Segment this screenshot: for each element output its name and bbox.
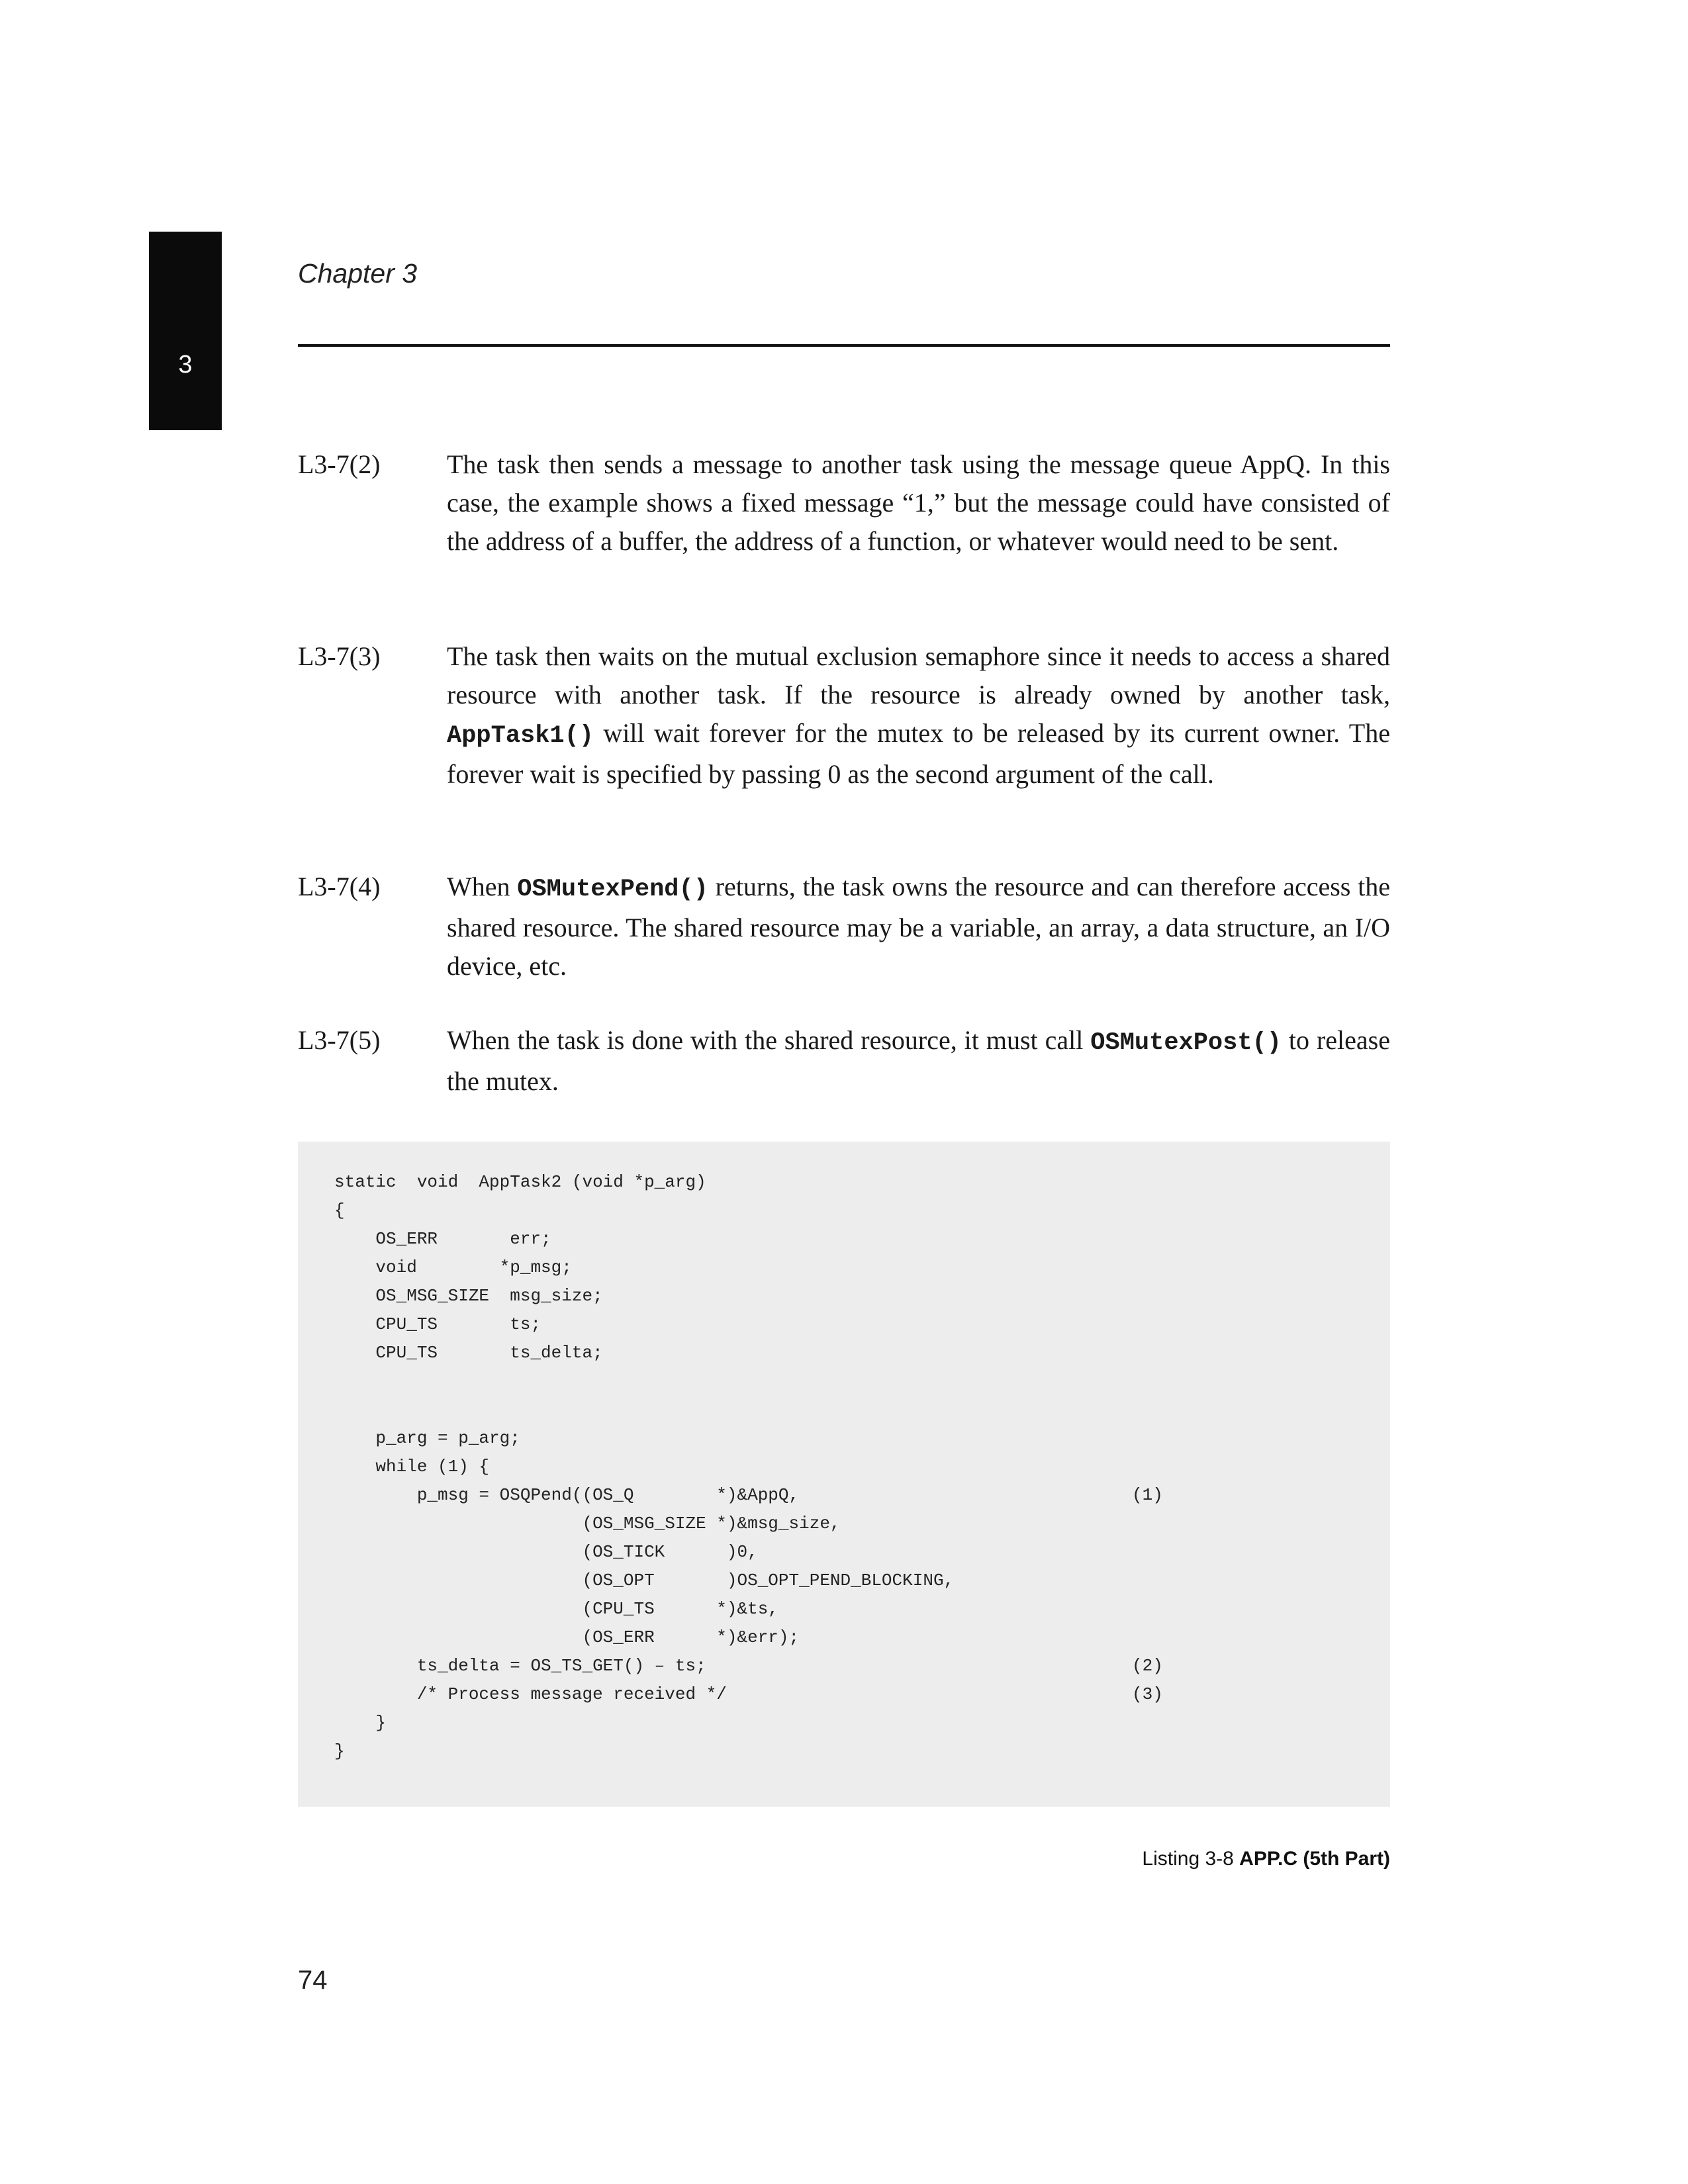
code-listing — [334, 1168, 954, 1766]
note-label: L3-7(4) — [298, 872, 381, 901]
note-text — [447, 637, 1390, 794]
note-text-segment: to release the mutex. — [447, 1025, 1390, 1096]
header-rule — [298, 344, 1390, 347]
code-line: CPU_TS ts_delta; — [334, 1343, 603, 1363]
listing-caption-title: APP.C (5th Part) — [1239, 1848, 1390, 1870]
code-line — [334, 1367, 954, 1396]
code-line-reference: (3) — [1132, 1684, 1163, 1704]
code-line-reference: (1) — [1132, 1485, 1163, 1505]
code-line: } — [334, 1713, 387, 1733]
code-line: p_arg = p_arg; — [334, 1428, 520, 1448]
note-text — [447, 445, 1390, 561]
note-text — [447, 868, 1390, 985]
listing-caption-prefix: Listing 3-8 — [1142, 1848, 1240, 1870]
code-line: (OS_OPT )OS_OPT_PEND_BLOCKING, — [334, 1570, 955, 1590]
note-text-segment: When the task is done with the shared resource, it must call — [447, 1025, 1091, 1055]
code-line: (OS_ERR *)&err); — [334, 1627, 800, 1647]
code-line: CPU_TS ts; — [334, 1314, 541, 1334]
note-text-segment: The task then sends a message to another task using the message queue AppQ. In this case, the example shows a fixed message “1,” but the message could have consisted of the address of a buffer, the address of a function, or whatever would need to be sent. — [447, 449, 1390, 556]
code-line: void *p_msg; — [334, 1257, 572, 1277]
chapter-tab — [149, 232, 222, 430]
note-label: L3-7(5) — [298, 1025, 381, 1055]
note-text — [447, 1021, 1390, 1101]
code-line: while (1) { — [334, 1457, 490, 1477]
code-line: p_msg = OSQPend((OS_Q *)&AppQ, — [334, 1485, 800, 1505]
code-identifier: OSMutexPost() — [1090, 1029, 1282, 1057]
code-line-reference: (2) — [1132, 1656, 1163, 1676]
code-line — [334, 1396, 954, 1424]
note-text-segment: will wait forever for the mutex to be released by its current owner. The forever wait is specified by passing 0 as the second argument of the call. — [447, 718, 1390, 789]
code-line: (OS_MSG_SIZE *)&msg_size, — [334, 1514, 841, 1533]
code-line: static void AppTask2 (void *p_arg) — [334, 1172, 706, 1192]
running-head: Chapter 3 — [298, 258, 418, 289]
code-line: OS_ERR err; — [334, 1229, 551, 1249]
code-line: (OS_TICK )0, — [334, 1542, 758, 1562]
code-line: ts_delta = OS_TS_GET() – ts; — [334, 1656, 706, 1676]
code-line: /* Process message received */ — [334, 1684, 727, 1704]
note-label: L3-7(2) — [298, 449, 381, 479]
note-text-segment: The task then waits on the mutual exclusion semaphore since it needs to access a shared resource with another task. If the resource is already owned by another task, — [447, 641, 1390, 709]
code-identifier: OSMutexPend() — [517, 876, 708, 903]
page-number: 74 — [298, 1966, 328, 1995]
code-line: { — [334, 1201, 345, 1220]
note-text-segment: When — [447, 872, 518, 901]
code-line: } — [334, 1741, 345, 1761]
code-identifier: AppTask1() — [447, 722, 594, 750]
code-line: OS_MSG_SIZE msg_size; — [334, 1286, 603, 1306]
note-label: L3-7(3) — [298, 641, 381, 671]
chapter-tab-number: 3 — [178, 351, 193, 379]
code-line: (CPU_TS *)&ts, — [334, 1599, 778, 1619]
listing-caption — [1142, 1848, 1390, 1870]
note-text-segment: returns, the task owns the resource and can therefore access the shared resource. The shared resource may be a variable, an array, a data structure, an I/O device, etc. — [447, 872, 1390, 981]
